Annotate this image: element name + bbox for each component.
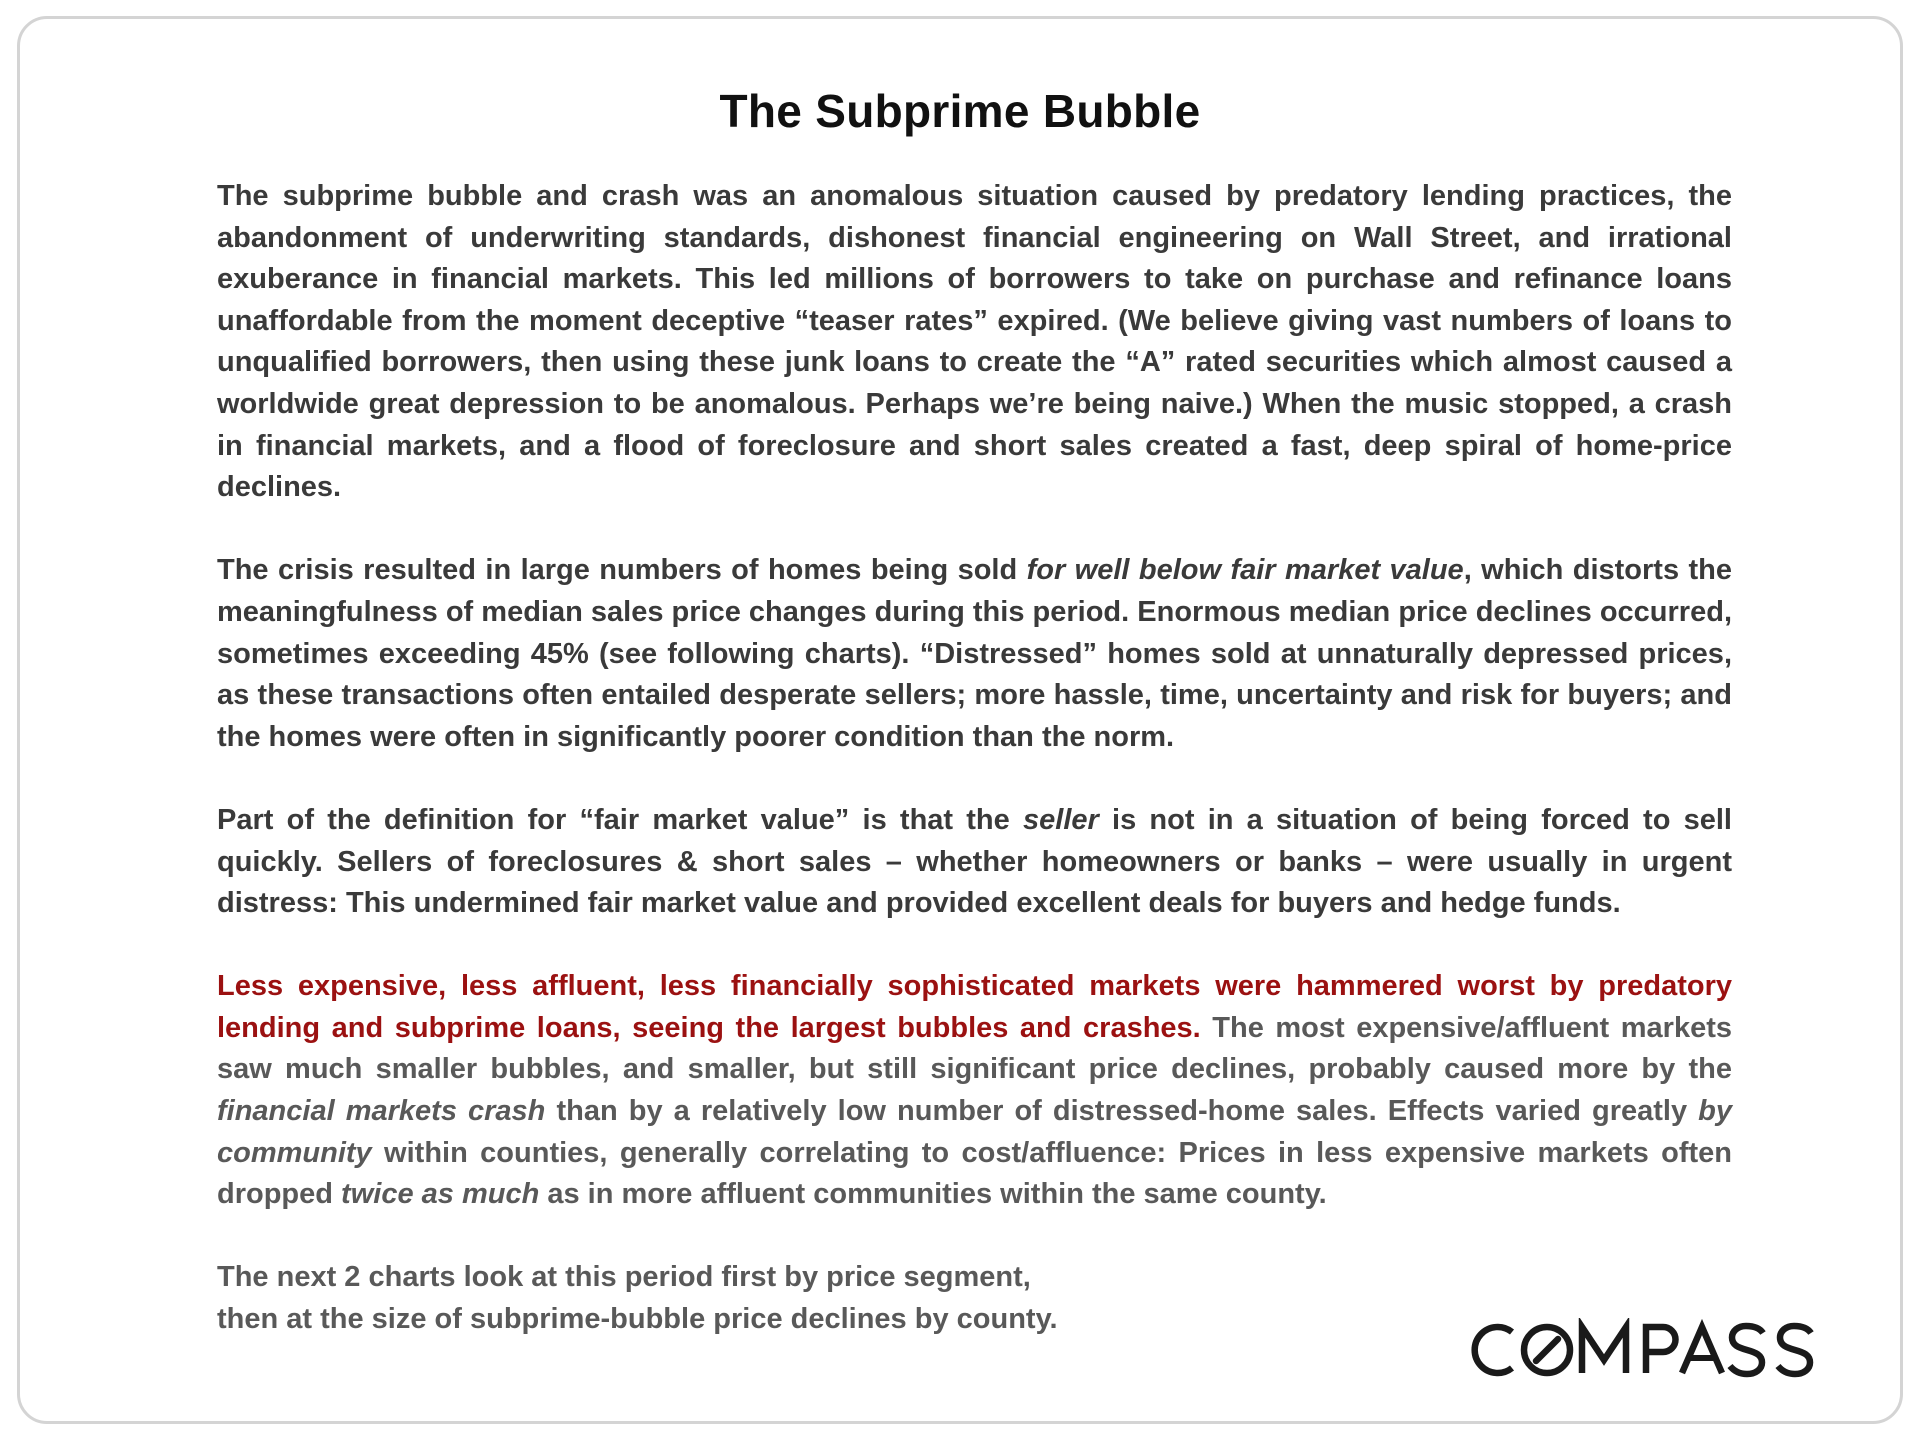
next-charts-line-2: then at the size of subprime-bubble price declines by county. xyxy=(217,1303,1058,1336)
highlight-text: Less expensive, less affluent, less financially sophisticated markets were hammered worst by predatory lending and subprime loans, seeing the largest bubbles and crashes. xyxy=(217,970,1732,1044)
paragraph-fmv-text-2: is not in a situation of being forced to sell quickly. Sellers of foreclosures & short sales – whether homeowners or banks – were usually in urgent distress: This undermined fair market value and provided excellent deals for buyers and hedge funds. xyxy=(217,803,1732,920)
paragraph-markets xyxy=(217,966,1732,1216)
compass-logo xyxy=(1466,1318,1822,1382)
paragraph-intro: The subprime bubble and crash was an anomalous situation caused by predatory lending practices, the abandonment of underwriting standards, dishonest financial engineering on Wall Street, and irrational exuberance in financial markets. This led millions of borrowers to take on purchase and refinance loans unaffordable from the moment deceptive “teaser rates” expired. (We believe giving vast numbers of loans to unqualified borrowers, then using these junk loans to create the “A” rated securities which almost caused a worldwide great depression to be anomalous. Perhaps we’re being naive.) When the music stopped, a crash in financial markets, and a flood of foreclosure and short sales created a fast, deep spiral of home-price declines. xyxy=(217,180,1732,504)
paragraph-fair-market-value xyxy=(217,800,1732,925)
paragraph-markets-text-3: within counties, generally correlating to cost/affluence: Prices in less expensive markets often dropped xyxy=(217,1136,1732,1211)
paragraph-crisis-text-2: , which distorts the meaningfulness of median sales price changes during this period. Enormous median price declines occurred, sometimes exceeding 45% (see following charts). “Distressed” homes sold at unnaturally depressed prices, as these transactions often entailed desperate sellers; more hassle, time, uncertainty and risk for buyers; and the homes were often in significantly poorer condition than the norm. xyxy=(217,554,1732,753)
paragraph-fmv-text-1: Part of the definition for “fair market value” is that the xyxy=(217,803,1023,836)
paragraph-markets-emphasis-3: twice as much xyxy=(341,1178,540,1211)
paragraph-markets-emphasis-2: by community xyxy=(217,1095,1732,1169)
paragraph-fmv-emphasis: seller xyxy=(1023,803,1099,836)
page-title: The Subprime Bubble xyxy=(719,85,1201,137)
next-charts-line-1: The next 2 charts look at this period first by price segment, xyxy=(217,1261,1031,1294)
paragraph-markets-text-4: as in more affluent communities within the same county. xyxy=(539,1178,1327,1211)
paragraph-markets-text-2: than by a relatively low number of distressed-home sales. Effects varied greatly xyxy=(545,1095,1699,1128)
paragraph-crisis-text-1: The crisis resulted in large numbers of homes being sold xyxy=(217,554,1027,587)
paragraph-crisis xyxy=(217,550,1732,758)
paragraph-markets-text-1: The most expensive/affluent markets saw much smaller bubbles, and smaller, but still significant price declines, probably caused more by the xyxy=(217,1011,1732,1086)
paragraph-crisis-emphasis: for well below fair market value xyxy=(1026,554,1464,587)
paragraph-markets-emphasis-1: financial markets crash xyxy=(217,1095,546,1128)
body-content xyxy=(217,176,1732,1341)
